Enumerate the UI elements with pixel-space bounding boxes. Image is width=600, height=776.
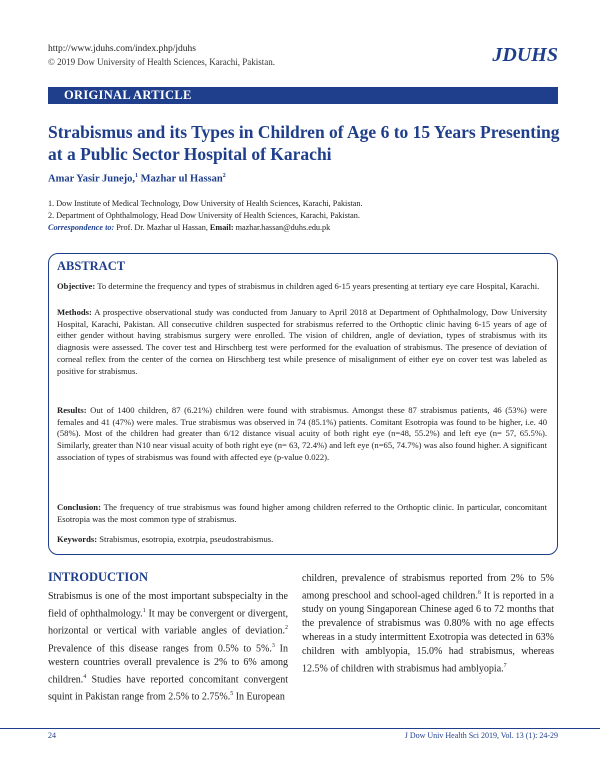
- correspondence-line: [48, 223, 330, 232]
- author-name: Mazhar ul Hassan: [140, 173, 223, 185]
- introduction-heading: INTRODUCTION: [48, 570, 149, 584]
- journal-url[interactable]: http://www.jduhs.com/index.php/jduhs: [48, 44, 196, 54]
- abstract-conclusion: [57, 502, 547, 525]
- correspondence-label: Correspondence to:: [48, 223, 115, 232]
- intro-text: Strabismus is one of the most important subspecialty in the field of ophthalmology.: [48, 591, 288, 620]
- intro-text: Studies have reported concomitant convergent squint in Pakistan range from 2.5% to 2.75%.: [48, 674, 288, 703]
- intro-text: In western countries overall prevalence is 2% to 6% among children.: [48, 642, 288, 686]
- abstract-objective: [57, 281, 547, 293]
- citation-marker: 2: [285, 625, 288, 632]
- methods-text: A prospective observational study was conducted from January to April 2018 at Department of Ophthalmology, Dow University Hospital, Karachi, Pakistan. All consecutive children suspected for strabismus referred to the Orthoptic clinic having 6-15 years of age of either gender without having strabismus surgery were enrolled. The vision of children, angle of deviation, types of strabismus with its diagnosis were assessed. The cover test and Hirschberg test were performed for the evaluation of strabismus. The presence of deviation of corneal reflex from the center of the cornea on Hirschberg test while presence of misalignment of either eye on cover test was labeled as positive for strabismus.: [57, 307, 547, 376]
- journal-citation: J Dow Univ Health Sci 2019, Vol. 13 (1): 24-29: [404, 731, 558, 740]
- footer-divider: [0, 728, 600, 729]
- author-affiliation-marker: 1: [135, 173, 139, 179]
- results-label: Results:: [57, 405, 87, 415]
- page-number: 24: [48, 731, 56, 740]
- objective-label: Objective:: [57, 281, 96, 291]
- intro-text: Prevalence of this disease ranges from 0.5% to 5%.: [48, 642, 272, 654]
- correspondence-email[interactable]: mazhar.hassan@duhs.edu.pk: [235, 223, 331, 232]
- author-name: Amar Yasir Junejo,: [48, 173, 136, 185]
- intro-text: It may be convergent or divergent, horizontal or vertical with variable angles of deviation.: [48, 608, 288, 637]
- correspondence-name: Prof. Dr. Mazhar ul Hassan,: [116, 223, 208, 232]
- citation-marker: 7: [503, 663, 507, 670]
- article-type-label: ORIGINAL ARTICLE: [64, 88, 192, 102]
- author-list: [48, 173, 226, 185]
- citation-marker: 6: [477, 590, 481, 596]
- keywords-label: Keywords:: [57, 534, 98, 544]
- affiliation-1: 1. Dow Institute of Medical Technology, Dow University of Health Sciences, Karachi, Pakistan.: [48, 199, 363, 208]
- objective-text: To determine the frequency and types of strabismus in children aged 6-15 years presenting at tertiary eye care Hospital, Karachi.: [97, 281, 540, 291]
- email-label: Email:: [209, 223, 234, 232]
- conclusion-label: Conclusion:: [57, 502, 101, 512]
- citation-marker: 5: [230, 691, 234, 698]
- citation-marker: 1: [142, 608, 146, 614]
- affiliation-2: 2. Department of Ophthalmology, Head Dow University of Health Sciences, Karachi, Pakistan.: [48, 211, 360, 220]
- intro-text: children, prevalence of strabismus reported from 2% to 5% among preschool and school-aged children.: [302, 573, 554, 602]
- conclusion-text: The frequency of true strabismus was found higher among children referred to the Orthoptic clinic. In particular, concomitant Esotropia was the most common type of strabismus.: [57, 502, 547, 524]
- intro-text: It is reported in a study on young Singaporean Chinese aged 6 to 72 months that the prevalence of strabismus was 0.80% with no age effects whereas in a study intermittent Exotropia was detected in 63% children with amblyopia, 15.0% had strabismus, whereas 12.5% of children with strabismus had amblyopia.: [302, 590, 554, 675]
- abstract-results: [57, 405, 547, 464]
- results-text: Out of 1400 children, 87 (6.21%) children were found with strabismus. Amongst these 87 strabismus patients, 46 (53%) were females and 41 (47%) were males. True strabismus was observed in 74 (85.1%) patients. Comitant Esotropia was found to be higher, i.e. 40 (58%). Most of the children had greater than 6/12 distance visual acuity of both right eye (n=48, 55.2%) and left eye (n= 57, 65.5%). Similarly, greater than N10 near visual acuity of both right eye (n= 63, 72.4%) and left eye (n=65, 74.7%) was also found higher. A significant association of types of strabismus was found with affected eye (p-value 0.022).: [57, 405, 547, 462]
- author-affiliation-marker: 2: [222, 173, 226, 179]
- citation-marker: 3: [271, 642, 275, 649]
- abstract-keywords: [57, 534, 547, 546]
- methods-label: Methods:: [57, 307, 92, 317]
- citation-marker: 4: [83, 673, 87, 680]
- keywords-text: Strabismus, esotropia, exotrpia, pseudostrabismus.: [99, 534, 274, 544]
- copyright-notice: © 2019 Dow University of Health Sciences, Karachi, Pakistan.: [48, 57, 276, 67]
- abstract-methods: [57, 307, 547, 377]
- article-title: Strabismus and its Types in Children of Age 6 to 15 Years Presenting at a Public Sector Hospital of Karachi: [48, 122, 560, 164]
- abstract-box: [48, 253, 558, 555]
- introduction-column-left: [48, 590, 288, 705]
- abstract-heading: ABSTRACT: [57, 259, 126, 273]
- article-type-band: [48, 87, 558, 104]
- intro-text: In European: [233, 691, 285, 703]
- journal-logo-text: JDUHS: [492, 44, 558, 66]
- introduction-column-right: [302, 572, 554, 677]
